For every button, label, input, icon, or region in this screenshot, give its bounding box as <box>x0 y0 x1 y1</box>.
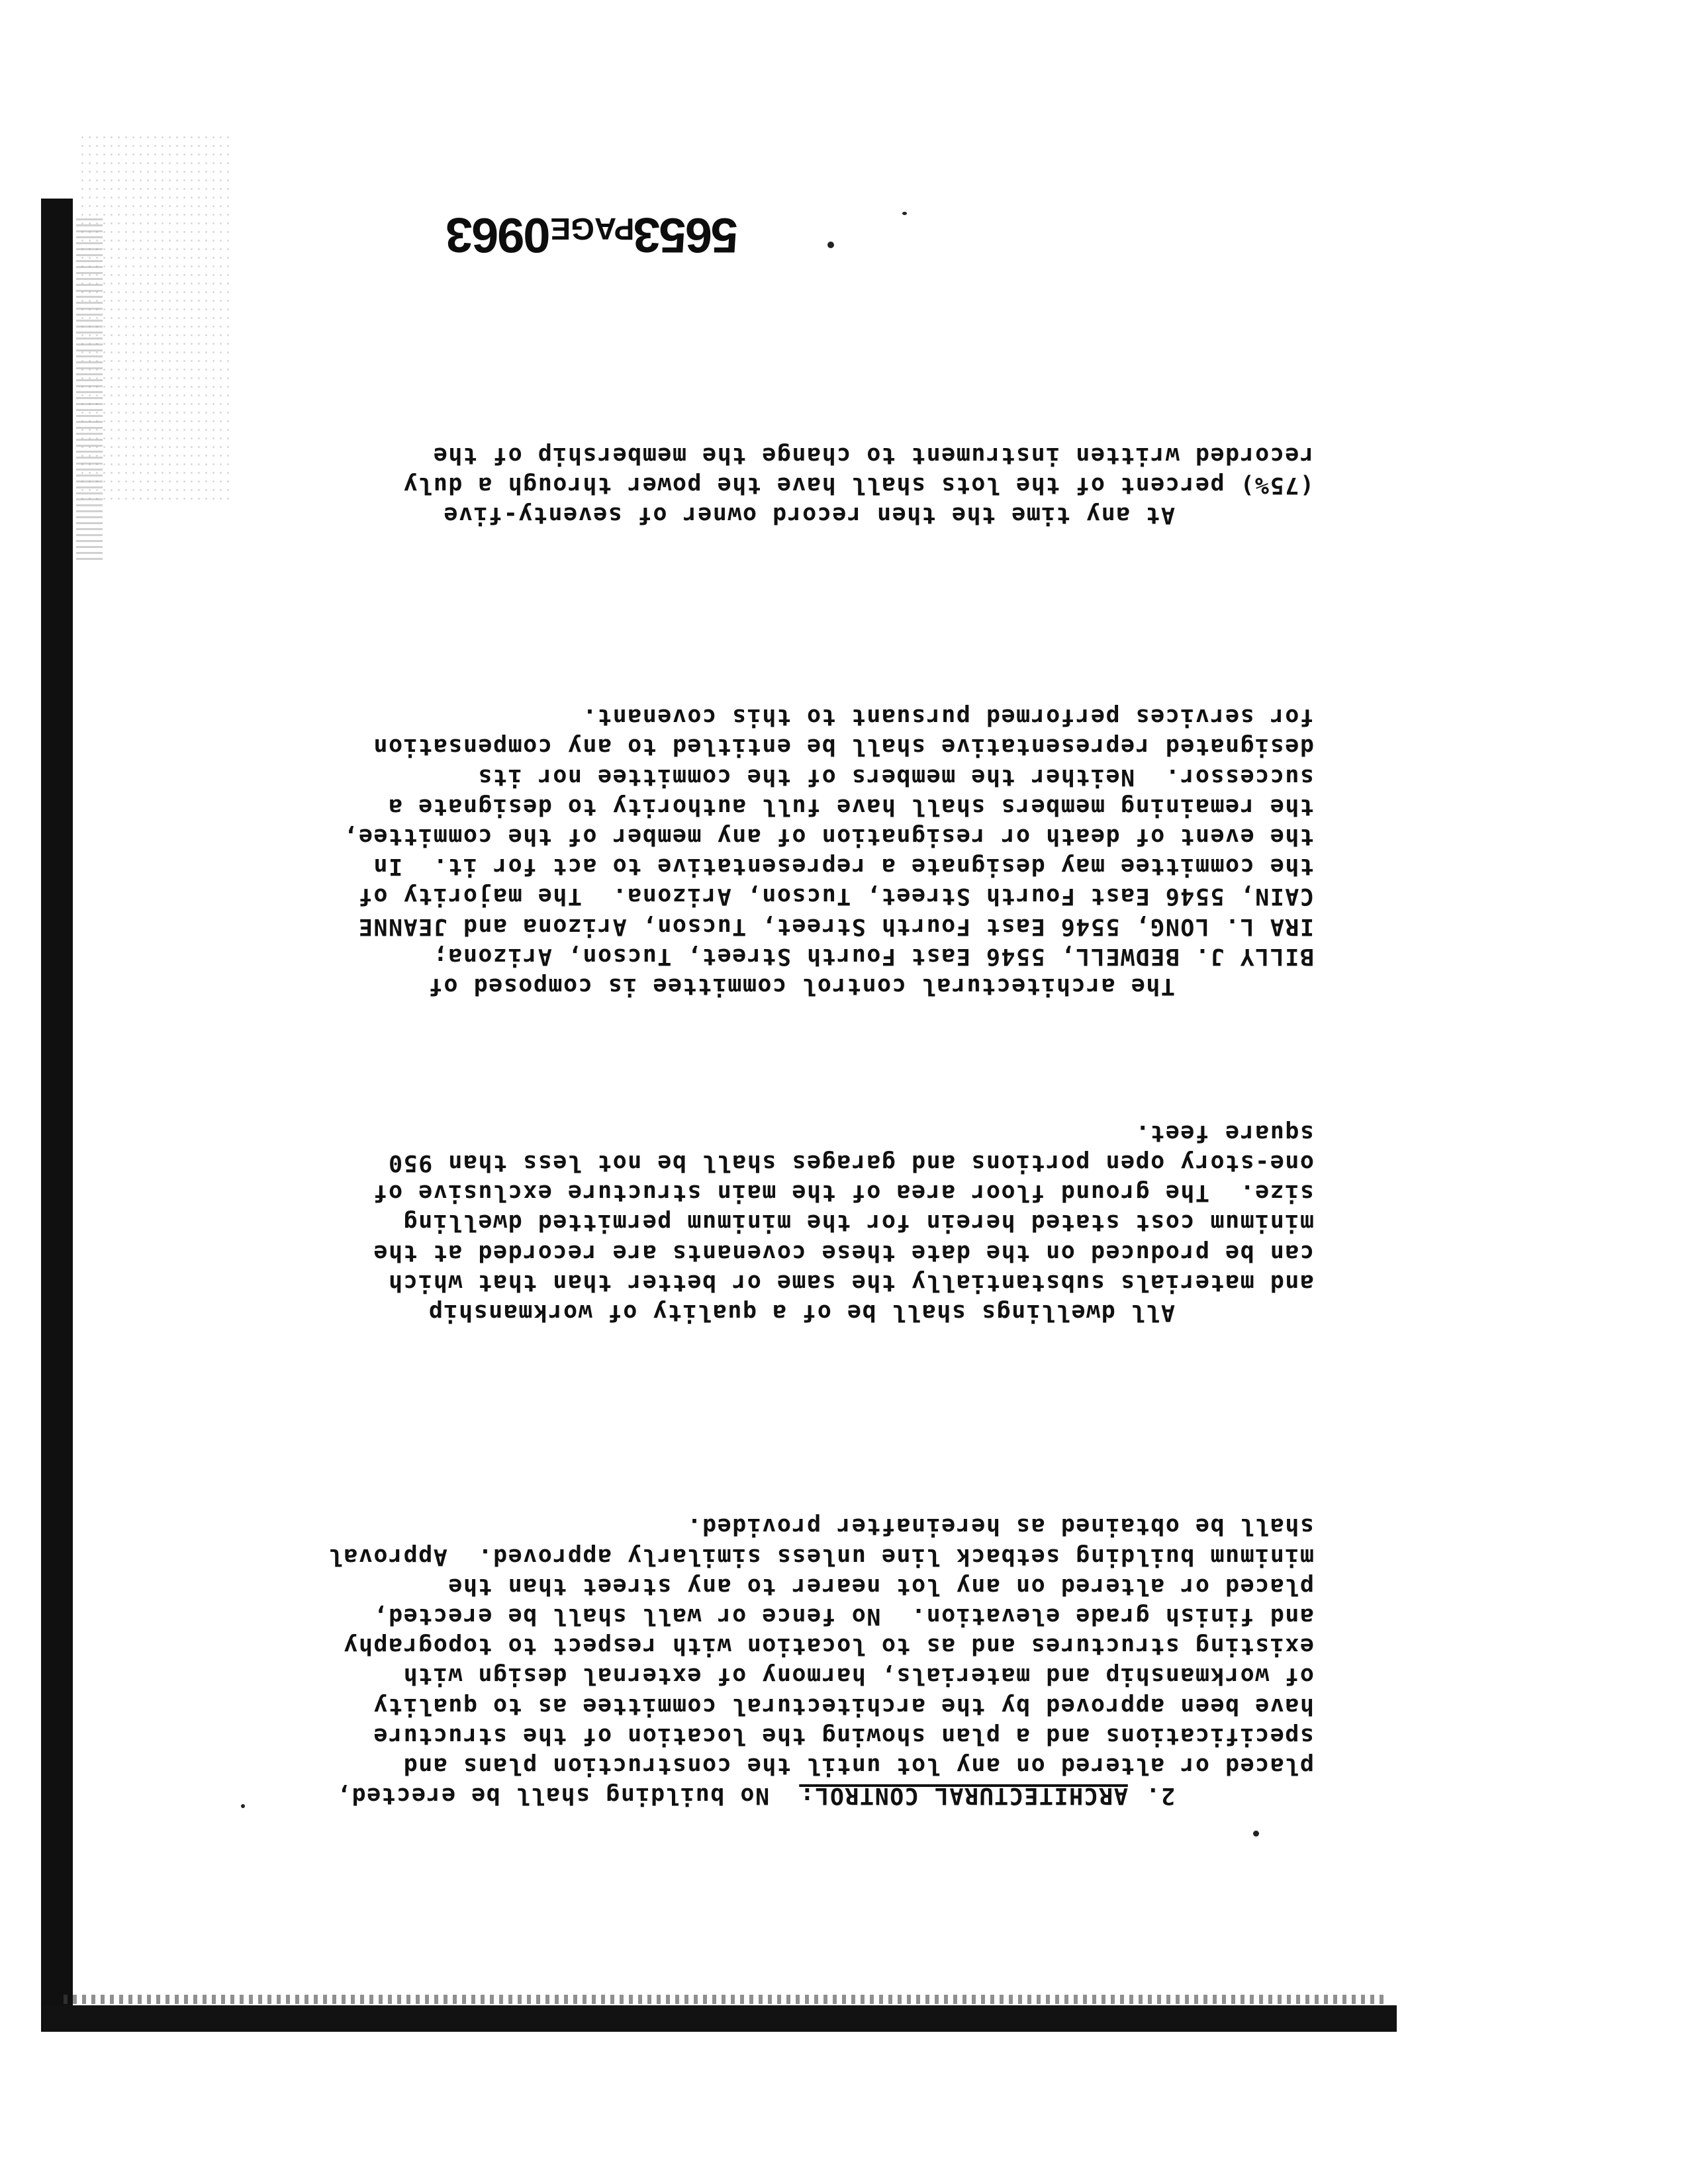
text-line: specifications and a plan showing the location of the structure <box>372 1722 1314 1749</box>
scan-border-fringe <box>60 1995 1383 2004</box>
text-line: have been approved by the architectural committee as to quality <box>372 1692 1314 1719</box>
section-heading <box>209 1780 1175 1810</box>
text-line: At any time the then record owner of seventy-five <box>442 502 1175 528</box>
text-line: the remaining members shall have full authority to designate a <box>387 793 1314 820</box>
text-line: All dwellings shall be of a quality of workmanship <box>428 1299 1175 1326</box>
text-line: square feet. <box>1135 1119 1314 1146</box>
text-line: placed or altered on any lot nearer to any street than the <box>447 1572 1314 1600</box>
text-line: designated representative shall be entitled to any compensation <box>372 733 1314 760</box>
text-line: minimum cost stated herein for the minimum permitted dwelling <box>402 1209 1314 1236</box>
text-line: shall be obtained as hereinafter provided. <box>686 1513 1314 1540</box>
text-line: successor. Neither the members of the committee nor its <box>477 763 1314 790</box>
scan-border-dark-edge <box>41 199 73 2032</box>
text-line: size. The ground floor area of the main structure exclusive of <box>372 1179 1314 1206</box>
text-line: BILLY J. BEDWELL, 5546 East Fourth Street, Tucson, Arizona; <box>432 942 1314 970</box>
page-separator: PAGE <box>550 212 635 246</box>
scan-border-dark-edge <box>43 2005 1397 2032</box>
text-line: the committee may designate a representative to act for it. In <box>372 853 1314 880</box>
section-number: 2. <box>1145 1782 1175 1809</box>
section-first-line: No building shall be erected, <box>336 1782 770 1809</box>
section-title: ARCHITECTURAL CONTROL: <box>799 1782 1128 1809</box>
stray-mark <box>241 1804 245 1808</box>
paragraph-architectural-approval <box>189 1511 1314 1780</box>
book-number: 5653 <box>634 208 738 263</box>
stray-mark <box>827 242 834 248</box>
book-page-stamp <box>447 203 738 261</box>
text-line: minimum building setback line unless similarly approved. Approval <box>328 1543 1314 1570</box>
text-line: CAIN, 5546 East Fourth Street, Tucson, Arizona. The majority of <box>357 883 1314 910</box>
paragraph-membership-change <box>189 439 1314 529</box>
text-line: placed or altered on any lot until the construction plans and <box>402 1752 1314 1779</box>
text-line: The architectural control committee is composed of <box>428 973 1175 999</box>
text-line: one-story open portions and garages shall be not less than 950 <box>387 1149 1314 1176</box>
text-line: and materials substantially the same or better than that which <box>387 1269 1314 1296</box>
paragraph-dwelling-quality <box>189 1118 1314 1327</box>
text-line: (75%) percent of the lots shall have the power through a duly <box>402 471 1314 498</box>
paragraph-committee-members <box>189 702 1314 1001</box>
text-line: for services performed pursuant to this covenant. <box>581 704 1314 731</box>
page-number: 0963 <box>446 208 551 263</box>
text-line: recorded written instrument to change the membership of the <box>432 441 1314 469</box>
stray-mark <box>902 212 907 215</box>
stray-mark <box>1253 1831 1259 1837</box>
text-line: IRA L. LONG, 5546 East Fourth Street, Tucson, Arizona and JEANNE <box>357 913 1314 940</box>
text-line: existing structures and as to location with respect to topography <box>342 1633 1314 1660</box>
text-line: can be produced on the date these covenants are recorded at the <box>372 1239 1314 1266</box>
text-line: the event of death or resignation of any member of the committee, <box>342 823 1314 850</box>
text-line: and finish grade elevation. No fence or wall shall be erected, <box>372 1602 1314 1629</box>
text-line: of workmanship and materials, harmony of external design with <box>402 1662 1314 1690</box>
